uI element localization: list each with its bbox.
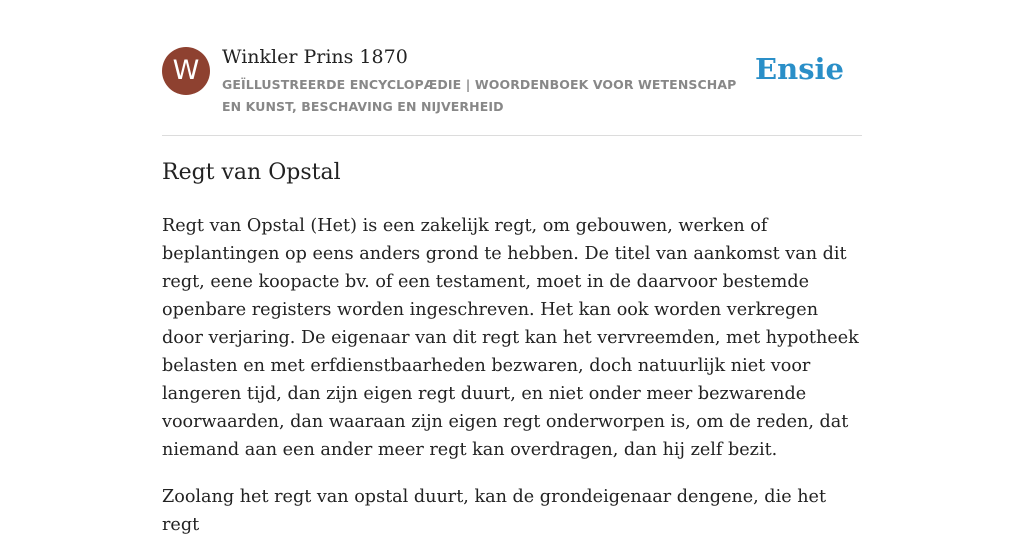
article-body [162,212,862,558]
source-subtitle: GEÏLLUSTREERDE ENCYCLOPÆDIE | WOORDENBOEK VOOR WETENSCHAP EN KUNST, BESCHAVING EN NIJVERHEID [222,77,737,114]
source-header [162,0,862,136]
article-paragraph: Zoolang het regt van opstal duurt, kan de grondeigenaar dengene, die het regt [162,487,827,535]
source-avatar[interactable]: W [162,47,210,95]
article-title: Regt van Opstal [162,160,341,185]
article-paragraph: Regt van Opstal (Het) is een zakelijk regt, om gebouwen, werken of beplantingen op eens anders grond te hebben. De titel van aankomst van dit regt, eene koopacte bv. of een testament, moet in de daarvoor bestemde openbare registers worden ingeschreven. Het kan ook worden verkregen door verjaring. De eigenaar van dit regt kan het vervreemden, met hypotheek belasten en met erfdienstbaarheden bezwaren, doch natuurlijk niet voor langeren tijd, dan zijn eigen regt duurt, en niet onder meer bezwarende voorwaarden, dan waaraan zijn eigen regt onderworpen is, om de reden, dat niemand aan een ander meer regt kan overdragen, dan hij zelf bezit. [162,216,859,460]
ensie-logo[interactable]: Ensie [755,52,844,86]
page [162,0,862,535]
source-title[interactable]: Winkler Prins 1870 [222,46,408,68]
